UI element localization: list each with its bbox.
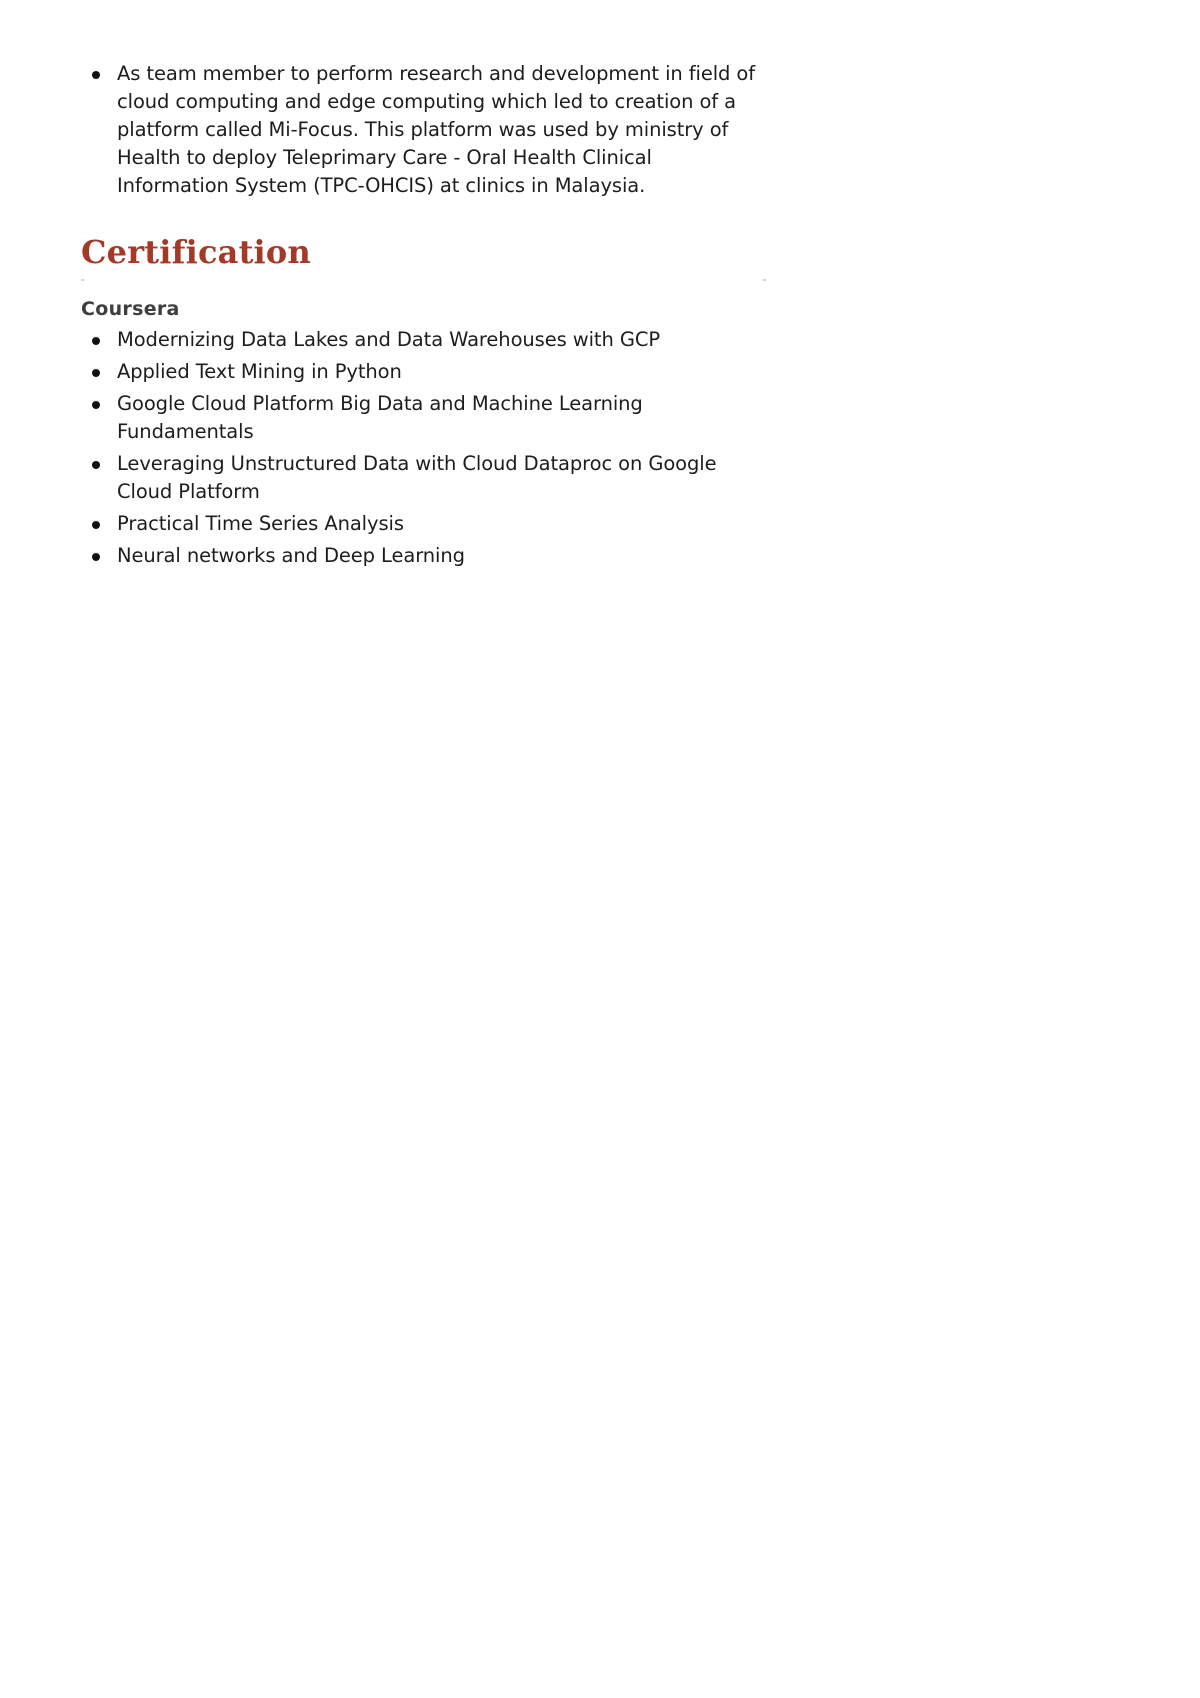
certification-item	[81, 358, 766, 386]
certification-list	[81, 326, 766, 570]
certification-item	[81, 390, 766, 446]
certification-item-text: Modernizing Data Lakes and Data Warehouses with GCP	[117, 328, 661, 351]
bullet-dot-icon	[92, 401, 100, 409]
bullet-dot-icon	[92, 521, 100, 529]
certification-item	[81, 450, 766, 506]
certification-item-text: Google Cloud Platform Big Data and Machine Learning Fundamentals	[117, 392, 643, 443]
resume-content	[81, 60, 766, 574]
experience-bullet	[81, 60, 766, 200]
section-title-certification: Certification	[81, 233, 311, 271]
certification-item	[81, 510, 766, 538]
certification-item-text: Neural networks and Deep Learning	[117, 544, 465, 567]
bullet-dot-icon	[92, 369, 100, 377]
certification-item-text: Applied Text Mining in Python	[117, 360, 402, 383]
experience-bullet-text: As team member to perform research and development in field of cloud computing and edge computing which led to creation of a platform called Mi-Focus. This platform was used by ministry of Health to deploy Teleprimary Care - Oral Health Clinical Information System (TPC-OHCIS) at clinics in Malaysia.	[117, 62, 756, 197]
bullet-dot-icon	[92, 553, 100, 561]
certification-item	[81, 542, 766, 570]
bullet-dot-icon	[92, 337, 100, 345]
certification-item-text: Practical Time Series Analysis	[117, 512, 404, 535]
bullet-dot-icon	[92, 461, 100, 469]
certification-item-text: Leveraging Unstructured Data with Cloud Dataproc on Google Cloud Platform	[117, 452, 717, 503]
certification-org-name: Coursera	[81, 298, 180, 320]
experience-bullet-list	[81, 60, 766, 200]
certification-item	[81, 326, 766, 354]
section-divider	[81, 279, 766, 281]
bullet-dot-icon	[92, 71, 100, 79]
